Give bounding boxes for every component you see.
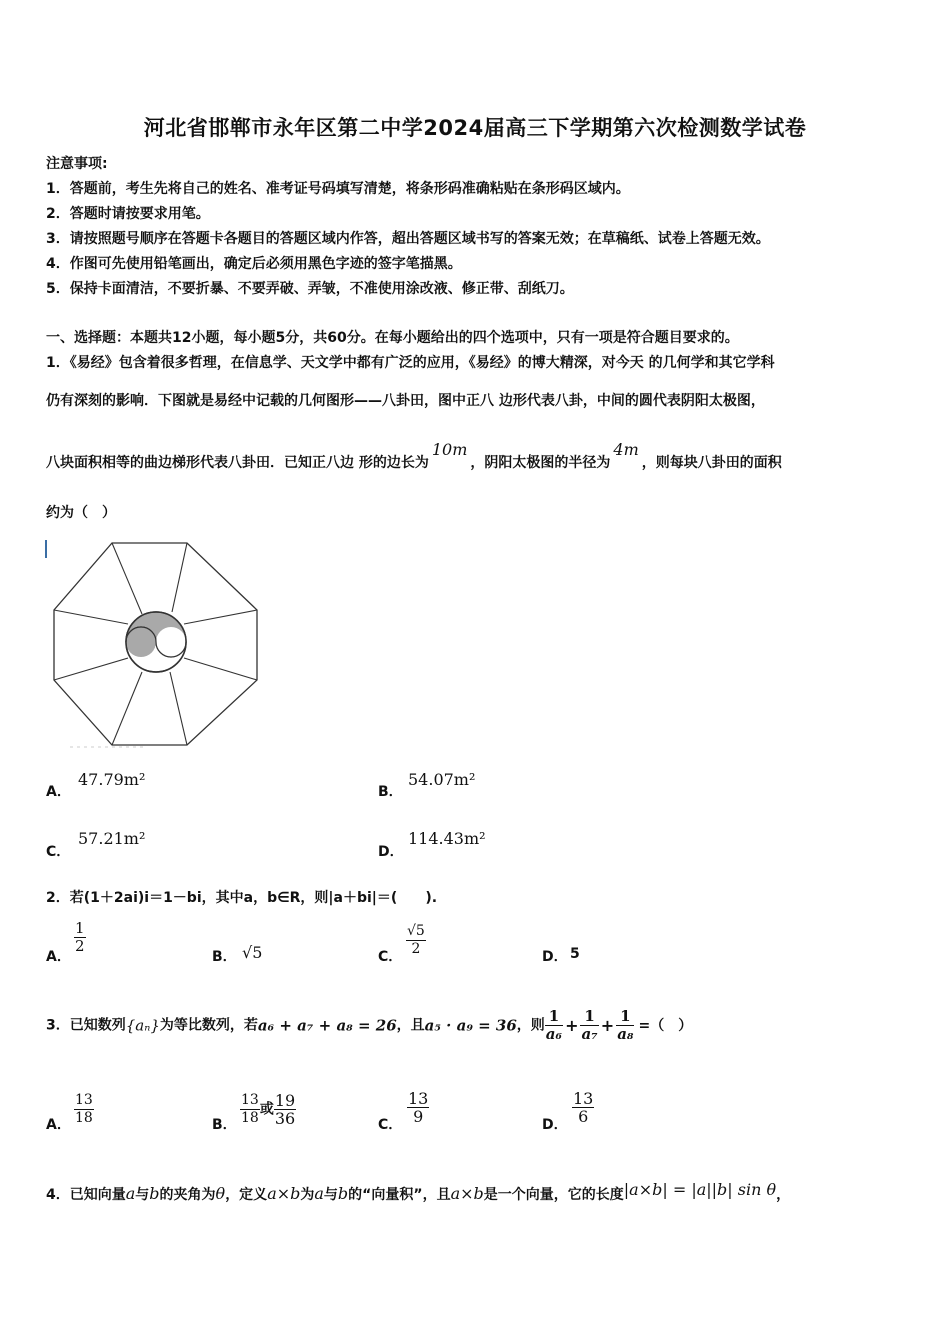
q1-line3c: ，则每块八卦田的面积	[641, 455, 782, 471]
q3-frac3: $\frac{1}{\text{a₈}}$	[617, 1007, 634, 1043]
q1-option-a-label: A．	[46, 784, 71, 800]
q3-mid1: 为等比数列，若	[159, 1017, 258, 1034]
q2-c-numerator: √5	[407, 923, 425, 939]
q2-option-a-value	[74, 920, 86, 955]
q3-stem: 3．已知数列{aₙ}为等比数列，若a₆ + a₇ + a₈ = 26，且a₅ · a₉ = 36，则 $\frac{1}{\text{a₆}}$ + $\frac{1}{\text{a₇}}$ + $\frac{1}{\text{a₈}}$ =（ ）	[46, 1007, 693, 1043]
q2-option-c-value	[406, 923, 426, 958]
q2-option-d-label: D．	[542, 949, 568, 965]
q3-option-d-value: $\frac{13}{6}$	[573, 1089, 594, 1126]
q1-option-b-value: 54.07m²	[408, 770, 476, 789]
q1-option-c-value: 57.21m²	[78, 829, 146, 848]
q3-option-c-label: C．	[378, 1117, 403, 1133]
notice-item: 5．保持卡面清洁，不要折暴、不要弄破、弄皱，不准使用涂改液、修正带、刮纸刀。	[46, 281, 574, 297]
yin-yang-icon	[126, 612, 186, 672]
q3-cond1: a₆ + a₇ + a₈ = 26	[257, 1016, 397, 1035]
q3-frac2: $\frac{1}{\text{a₇}}$	[581, 1007, 598, 1043]
q1-line3a: 八块面积相等的曲边梯形代表八卦田．已知正八边 形的边长为	[46, 455, 429, 471]
notice-item: 4．作图可先使用铅笔画出，确定后必须用黑色字迹的签字笔描黑。	[46, 256, 462, 272]
q1-line2: 仍有深刻的影响．下图就是易经中记载的几何图形——八卦田，图中正八 边形代表八卦，中间的圆代表阴阳太极图，	[46, 393, 765, 409]
q3-option-a-value: $\frac{13}{18}$	[75, 1092, 93, 1126]
q4-formula: |a×b| = |a||b| sin θ	[623, 1180, 777, 1199]
q3-suffix: =（ ）	[638, 1017, 693, 1034]
q1-side-length: 10m	[431, 440, 468, 459]
q3-mid2: ，且	[396, 1017, 425, 1034]
q3-option-b-value: $\frac{13}{18}$ 或 $\frac{19}{36}$	[241, 1091, 296, 1128]
q3-option-d-label: D．	[542, 1117, 568, 1133]
q3-mid3: ，则	[516, 1017, 545, 1034]
q2-a-denominator: 2	[75, 937, 85, 955]
q1-line3b: ，阴阳太极图的半径为	[470, 455, 611, 471]
q2-option-b-value: √5	[242, 943, 263, 962]
q2-a-numerator: 1	[75, 919, 85, 937]
q1-line4: 约为（ ）	[46, 505, 116, 521]
q2-option-b-label: B．	[212, 949, 237, 965]
q1-option-a-value: 47.79m²	[78, 770, 146, 789]
q1-radius: 4m	[613, 440, 639, 459]
q2-option-a-label: A．	[46, 949, 71, 965]
q1-option-d-label: D．	[378, 844, 404, 860]
q3-option-a-label: A．	[46, 1117, 71, 1133]
notice-heading: 注意事项:	[46, 156, 108, 172]
q1-option-d-value: 114.43m²	[408, 829, 486, 848]
page-title: 河北省邯郸市永年区第二中学2024届高三下学期第六次检测数学试卷	[143, 116, 807, 140]
q3-option-c-value: $\frac{13}{9}$	[408, 1089, 429, 1126]
q1-option-c-label: C．	[46, 844, 71, 860]
notice-item: 2．答题时请按要求用笔。	[46, 206, 210, 222]
q4-stem: 4．已知向量a与b的夹角为θ，定义a×b为a与b的“向量积”，且a×b是一个向量，它的长度|a×b| = |a||b| sin θ，	[46, 1180, 791, 1203]
q1-line3	[46, 440, 782, 472]
q2-option-c-label: C．	[378, 949, 403, 965]
section-heading: 一、选择题：本题共12小题，每小题5分，共60分。在每小题给出的四个选项中，只有一项是符合题目要求的。	[46, 330, 739, 346]
q3-cond2: a₅ · a₉ = 36	[424, 1016, 517, 1035]
q2-stem: 2．若(1＋2ai)i＝1－bi，其中a，b∈R，则|a＋bi|＝( ).	[46, 890, 438, 906]
q3-frac1: $\frac{1}{\text{a₆}}$	[545, 1007, 563, 1043]
q2-c-denominator: 2	[411, 941, 421, 957]
notice-item: 3．请按照题号顺序在答题卡各题目的答题区域内作答，超出答题区域书写的答案无效；在草稿纸、试卷上答题无效。	[46, 231, 770, 247]
notice-item: 1．答题前，考生先将自己的姓名、准考证号码填写清楚，将条形码准确粘贴在条形码区域内。	[46, 181, 630, 197]
q1-option-b-label: B．	[378, 784, 403, 800]
q3-seq: {aₙ}	[125, 1016, 160, 1035]
q3-prefix: 3．已知数列	[46, 1017, 126, 1034]
q1-line1: 1．《易经》包含着很多哲理，在信息学、天文学中都有广泛的应用，《易经》的博大精深，对今天 的几何学和其它学科	[46, 355, 775, 371]
q3-option-b-label: B．	[212, 1117, 237, 1133]
bagua-figure	[44, 538, 264, 748]
q2-option-d-value: 5	[570, 946, 580, 962]
